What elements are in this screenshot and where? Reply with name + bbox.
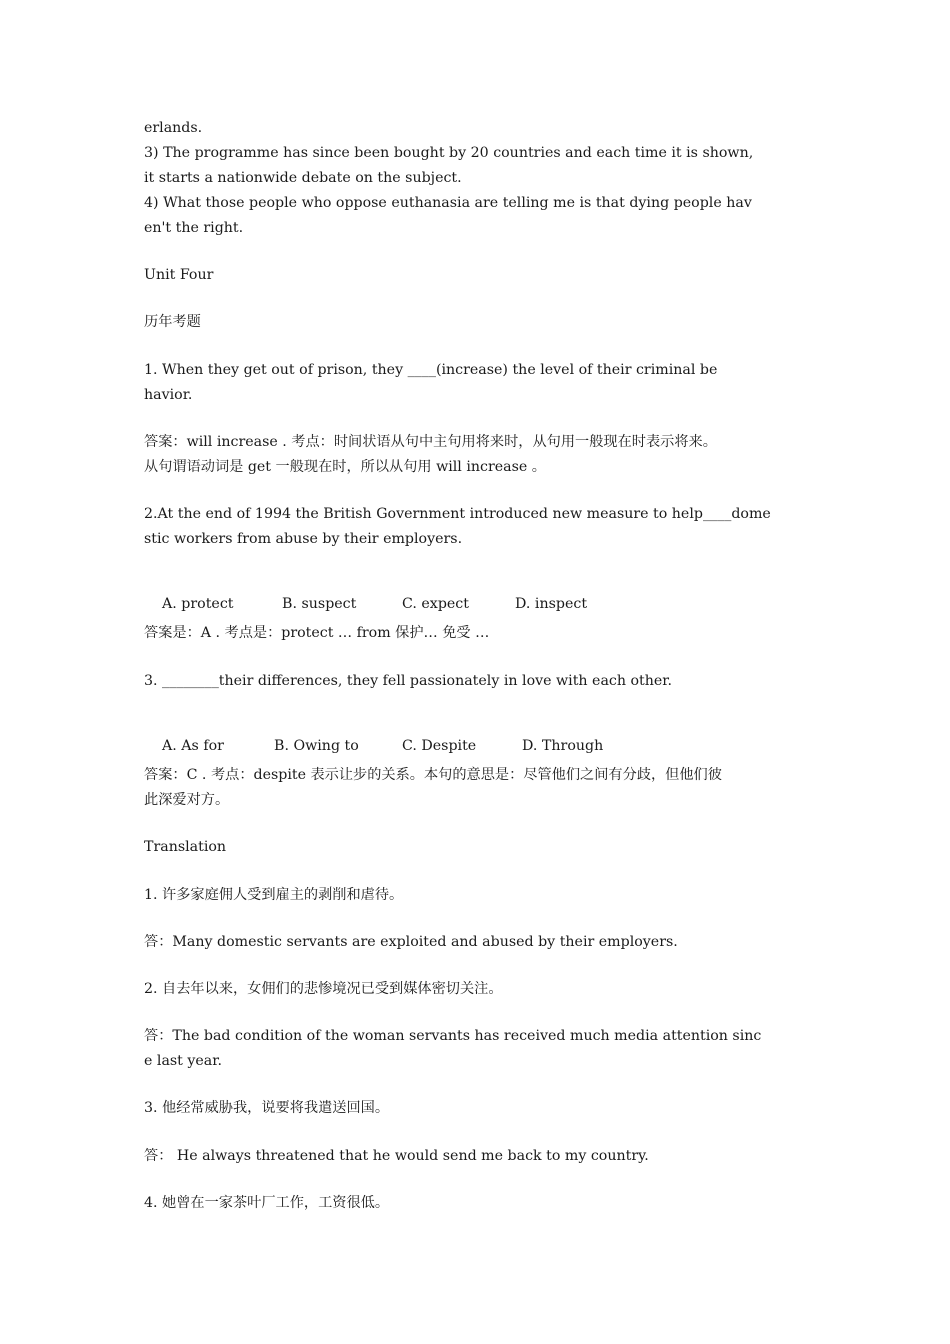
option-c: C. Despite (402, 738, 477, 754)
translation-4-question: 4. 她曾在一家茶叶厂工作，工资很低。 (144, 1195, 390, 1211)
text-line: erlands. (144, 120, 203, 136)
text-line: 3) The programme has since been bought by 20 countries and each time it is shown, (144, 145, 754, 161)
unit-heading: Unit Four (144, 267, 214, 283)
translation-1-question: 1. 许多家庭佣人受到雇主的剥削和虐待。 (144, 887, 404, 903)
answer-3-line-1: 答案：C . 考点：despite 表示让步的关系。本句的意思是：尽管他们之间有分歧，但他们彼 (144, 767, 722, 783)
translation-1-answer: 答：Many domestic servants are exploited and abused by their employers. (144, 934, 678, 950)
translation-3-question: 3. 他经常威胁我，说要将我遣送回国。 (144, 1100, 390, 1116)
answer-1-line-1: 答案：will increase . 考点：时间状语从句中主句用将来时，从句用一般现在时表示将来。 (144, 434, 717, 450)
question-2-options (144, 577, 587, 631)
option-b: B. suspect (282, 596, 357, 612)
translation-2-question: 2. 自去年以来，女佣们的悲惨境况已受到媒体密切关注。 (144, 981, 503, 997)
translation-2-answer-line-2: e last year. (144, 1053, 222, 1069)
option-a: A. protect (162, 596, 234, 612)
answer-1-line-2: 从句谓语动词是 get 一般现在时，所以从句用 will increase 。 (144, 459, 546, 475)
answer-3-line-2: 此深爱对方。 (144, 792, 230, 808)
option-d: D. Through (522, 738, 604, 754)
question-3-options (144, 719, 603, 773)
option-c: C. expect (402, 596, 469, 612)
question-2-line-2: stic workers from abuse by their employers. (144, 531, 463, 547)
question-1-line-2: havior. (144, 387, 193, 403)
question-1-line-1: 1. When they get out of prison, they ____(increase) the level of their criminal be (144, 362, 718, 378)
option-a: A. As for (162, 738, 224, 754)
question-3: 3. ________their differences, they fell passionately in love with each other. (144, 673, 673, 689)
translation-2-answer-line-1: 答：The bad condition of the woman servants has received much media attention sinc (144, 1028, 762, 1044)
section-heading-translation: Translation (144, 839, 227, 855)
answer-2: 答案是：A . 考点是：protect … from 保护… 免受 … (144, 625, 490, 641)
option-d: D. inspect (515, 596, 588, 612)
translation-3-answer: 答： He always threatened that he would send me back to my country. (144, 1148, 649, 1164)
text-line: it starts a nationwide debate on the subject. (144, 170, 462, 186)
option-b: B. Owing to (274, 738, 359, 754)
section-heading-past-exams: 历年考题 (144, 314, 201, 330)
question-2-line-1: 2.At the end of 1994 the British Government introduced new measure to help____dome (144, 506, 771, 522)
text-line: en't the right. (144, 220, 244, 236)
text-line: 4) What those people who oppose euthanasia are telling me is that dying people hav (144, 195, 752, 211)
